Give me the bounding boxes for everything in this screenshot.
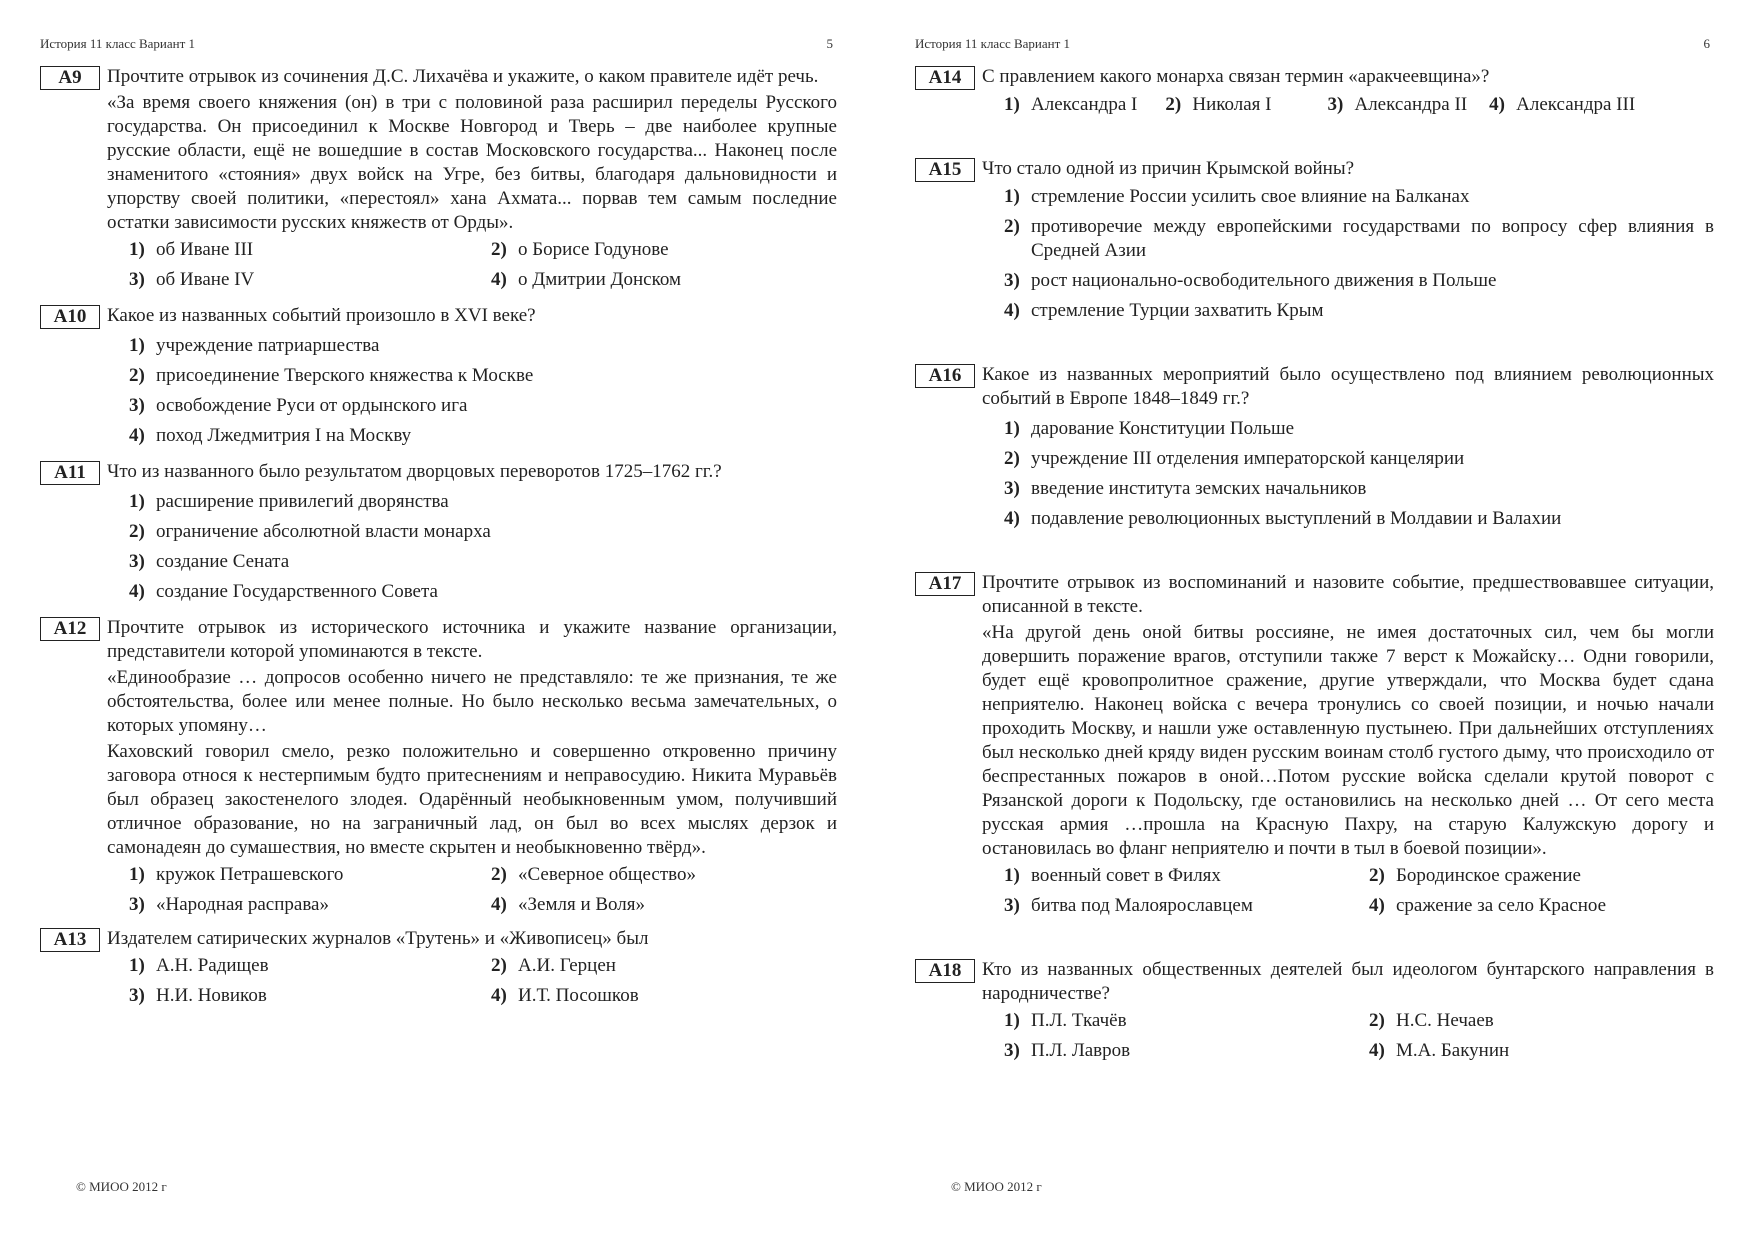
option-text: присоединение Тверского княжества к Москве bbox=[156, 365, 534, 386]
answer-options bbox=[129, 238, 837, 298]
option-number: 3) bbox=[129, 985, 145, 1006]
question-text: Прочтите отрывок из сочинения Д.С. Лихачёва и укажите, о каком правителе идёт речь. bbox=[107, 66, 819, 87]
option-text: Бородинское сражение bbox=[1396, 865, 1581, 886]
question-text: Какое из названных мероприятий было осуществлено под влиянием революционных событий в Европе 1848–1849 гг.? bbox=[982, 364, 1714, 409]
answer-options bbox=[1004, 1009, 1714, 1069]
question-text: Прочтите отрывок из исторического источника и укажите название организации, представители которой упоминаются в тексте. bbox=[107, 617, 837, 662]
answer-option-4[interactable] bbox=[1004, 507, 1714, 537]
option-number: 1) bbox=[129, 955, 145, 976]
question-number: A11 bbox=[40, 461, 100, 485]
header-title: История 11 класс Вариант 1 bbox=[40, 36, 196, 51]
question-number: A18 bbox=[915, 959, 975, 983]
quote-passage: «За время своего княжения (он) в три с половиной раза расширил переделы Русского государства. Он присоединил к Москве Новгород и Тверь – две наиболее крупные русские области, ещё не вошедшие в состав Московского государства... Наконец после знаменитого «стояния» двух войск на Угре, без битвы, благодаря дальновидности и упорству своей политики, «перестоял» хана Ахмата... порвав тем самым последние остатки зависимости русских княжеств от Орды». bbox=[107, 92, 837, 233]
answer-option-4[interactable] bbox=[491, 268, 837, 298]
option-number: 2) bbox=[129, 521, 145, 542]
option-number: 1) bbox=[1004, 865, 1020, 886]
footer-copyright: © МИОО 2012 г bbox=[951, 1179, 1042, 1194]
option-text: П.Л. Лавров bbox=[1031, 1040, 1131, 1061]
option-text: Александра III bbox=[1516, 94, 1636, 115]
option-number: 4) bbox=[129, 581, 145, 602]
answer-option-1[interactable] bbox=[129, 863, 491, 893]
option-number: 1) bbox=[1004, 418, 1020, 439]
option-number: 1) bbox=[129, 491, 145, 512]
option-number: 1) bbox=[129, 335, 145, 356]
option-text: стремление Турции захватить Крым bbox=[1031, 300, 1324, 321]
answer-option-4[interactable] bbox=[129, 424, 837, 454]
option-number: 1) bbox=[129, 864, 145, 885]
option-text: сражение за село Красное bbox=[1396, 895, 1607, 916]
option-text: кружок Петрашевского bbox=[156, 864, 344, 885]
answer-option-1[interactable] bbox=[1004, 1009, 1369, 1039]
option-text: Николая I bbox=[1192, 94, 1272, 115]
option-number: 2) bbox=[491, 239, 507, 260]
answer-option-4[interactable] bbox=[1489, 93, 1635, 123]
option-text: создание Сената bbox=[156, 551, 290, 572]
answer-option-1[interactable] bbox=[129, 490, 837, 520]
answer-option-3[interactable] bbox=[129, 268, 491, 298]
option-text: «Северное общество» bbox=[518, 864, 696, 885]
footer-copyright: © МИОО 2012 г bbox=[76, 1179, 167, 1194]
question-text: Издателем сатирических журналов «Трутень» и «Живописец» был bbox=[107, 928, 649, 949]
answer-option-2[interactable] bbox=[1004, 215, 1714, 263]
option-text: поход Лжедмитрия I на Москву bbox=[156, 425, 412, 446]
option-text: создание Государственного Совета bbox=[156, 581, 438, 602]
option-text: о Борисе Годунове bbox=[518, 239, 669, 260]
question-a14 bbox=[915, 65, 1714, 123]
question-number: A10 bbox=[40, 305, 100, 329]
question-number: A12 bbox=[40, 617, 100, 641]
option-text: противоречие между европейскими государствами по вопросу сфер влияния в Средней Азии bbox=[1031, 216, 1714, 261]
quote-passage: «Единообразие … допросов особенно ничего не представляло: те же признания, те же обстоятельства, более или менее полные. Но было несколько весьма замечательных, о которых упомяну… bbox=[107, 667, 837, 736]
question-a10 bbox=[40, 304, 837, 454]
answer-option-4[interactable] bbox=[1369, 1039, 1714, 1069]
answer-options bbox=[129, 954, 837, 1014]
answer-option-3[interactable] bbox=[129, 394, 837, 424]
question-number: A15 bbox=[915, 158, 975, 182]
answer-option-2[interactable] bbox=[129, 364, 837, 394]
option-number: 4) bbox=[1004, 508, 1020, 529]
answer-option-4[interactable] bbox=[129, 580, 837, 610]
answer-option-1[interactable] bbox=[1004, 93, 1137, 123]
answer-option-1[interactable] bbox=[129, 954, 491, 984]
question-text: Кто из названных общественных деятелей был идеологом бунтарского направления в народничестве? bbox=[982, 959, 1714, 1004]
option-text: рост национально-освободительного движения в Польше bbox=[1031, 270, 1497, 291]
answer-options bbox=[1004, 185, 1714, 329]
page-number: 6 bbox=[1703, 36, 1710, 51]
answer-option-2[interactable] bbox=[491, 238, 837, 268]
answer-option-3[interactable] bbox=[1004, 269, 1714, 299]
answer-option-4[interactable] bbox=[1369, 894, 1714, 924]
option-number: 4) bbox=[129, 425, 145, 446]
question-a15 bbox=[915, 157, 1714, 329]
option-text: П.Л. Ткачёв bbox=[1031, 1010, 1127, 1031]
option-number: 4) bbox=[1369, 895, 1385, 916]
option-number: 1) bbox=[1004, 1010, 1020, 1031]
running-header bbox=[40, 36, 837, 52]
answer-option-3[interactable] bbox=[1327, 93, 1467, 123]
option-number: 1) bbox=[129, 239, 145, 260]
option-number: 2) bbox=[1369, 865, 1385, 886]
option-number: 2) bbox=[1369, 1010, 1385, 1031]
option-number: 1) bbox=[1004, 94, 1020, 115]
option-text: освобождение Руси от ордынского ига bbox=[156, 395, 468, 416]
question-a12 bbox=[40, 616, 837, 923]
answer-option-3[interactable] bbox=[1004, 477, 1714, 507]
option-number: 3) bbox=[129, 551, 145, 572]
option-text: расширение привилегий дворянства bbox=[156, 491, 449, 512]
option-text: «Земля и Воля» bbox=[518, 894, 646, 915]
right-page bbox=[877, 0, 1754, 1239]
question-a9 bbox=[40, 65, 837, 298]
answer-options bbox=[129, 490, 837, 610]
option-text: «Народная расправа» bbox=[156, 894, 329, 915]
option-text: стремление России усилить свое влияние на Балканах bbox=[1031, 186, 1470, 207]
option-number: 3) bbox=[129, 269, 145, 290]
option-text: дарование Конституции Польше bbox=[1031, 418, 1295, 439]
question-a11 bbox=[40, 460, 837, 610]
answer-option-4[interactable] bbox=[1004, 299, 1714, 329]
option-text: введение института земских начальников bbox=[1031, 478, 1367, 499]
answer-option-1[interactable] bbox=[129, 334, 837, 364]
option-text: учреждение III отделения императорской канцелярии bbox=[1031, 448, 1465, 469]
answer-option-4[interactable] bbox=[491, 984, 837, 1014]
option-number: 2) bbox=[129, 365, 145, 386]
answer-options bbox=[1004, 417, 1714, 537]
answer-option-1[interactable] bbox=[1004, 864, 1369, 894]
question-a16 bbox=[915, 363, 1714, 537]
header-title: История 11 класс Вариант 1 bbox=[915, 36, 1071, 51]
question-text: Прочтите отрывок из воспоминаний и назовите событие, предшествовавшее ситуации, описанной в тексте. bbox=[982, 572, 1714, 617]
quote-passage: «На другой день оной битвы россияне, не имея достаточных сил, чем бы могли довершить поражение врагов, отступили также 7 верст к Можайску… Одни говорили, будет ещё кровопролитное сражение, другие утверждали, что Москва будет сдана неприятелю. Наконец войска с вечера тронулись со своей позиции, и ночью начали проходить Москву, и нашли уже оставленную пустынею. При дальнейших отступлениях был несколько дней кряду виден русским воинам столб густого дыму, что происходило от беспрестанных пожаров в оной…Потом русские войска сделали крутой поворот с Рязанской дороги к Подольску, где остановились на несколько дней … От сего места русская армия …прошла на Красную Пахру, на старую Калужскую дорогу и остановилась во фланг неприятелю и почти в тыл в боевой позиции». bbox=[982, 622, 1714, 859]
answer-option-3[interactable] bbox=[129, 984, 491, 1014]
option-number: 4) bbox=[491, 894, 507, 915]
answer-option-4[interactable] bbox=[491, 893, 837, 923]
question-a18 bbox=[915, 958, 1714, 1069]
option-text: Александра I bbox=[1031, 94, 1138, 115]
option-text: Александра II bbox=[1354, 94, 1468, 115]
option-number: 3) bbox=[1004, 478, 1020, 499]
option-text: М.А. Бакунин bbox=[1396, 1040, 1510, 1061]
answer-option-3[interactable] bbox=[1004, 894, 1369, 924]
page-number: 5 bbox=[826, 36, 833, 51]
answer-options bbox=[1004, 93, 1714, 123]
question-text: Какое из названных событий произошло в XVI веке? bbox=[107, 305, 536, 326]
option-number: 4) bbox=[1489, 94, 1505, 115]
option-text: А.И. Герцен bbox=[518, 955, 616, 976]
option-text: ограничение абсолютной власти монарха bbox=[156, 521, 491, 542]
quote-passage: Каховский говорил смело, резко положительно и совершенно откровенно причину заговора относя к нестерпимым будто притеснениям и неправосудию. Никита Муравьёв был образец закостенелого злодея. Одарённый необыкновенным умом, получивший отличное образование, но на заграничный лад, он был во всех мыслях дерзок и самонадеян до сумашествия, но вместе скрытен и необыкновенно твёрд». bbox=[107, 741, 837, 858]
option-number: 2) bbox=[491, 955, 507, 976]
option-number: 3) bbox=[129, 395, 145, 416]
question-text: С правлением какого монарха связан термин «аракчеевщина»? bbox=[982, 66, 1490, 87]
question-text: Что из названного было результатом дворцовых переворотов 1725–1762 гг.? bbox=[107, 461, 722, 482]
option-number: 1) bbox=[1004, 186, 1020, 207]
option-number: 3) bbox=[1004, 270, 1020, 291]
option-number: 3) bbox=[1004, 1040, 1020, 1061]
option-text: военный совет в Филях bbox=[1031, 865, 1221, 886]
answer-option-3[interactable] bbox=[129, 550, 837, 580]
answer-options bbox=[129, 334, 837, 454]
option-text: А.Н. Радищев bbox=[156, 955, 269, 976]
answer-option-2[interactable] bbox=[129, 520, 837, 550]
question-number: A14 bbox=[915, 66, 975, 90]
answer-option-2[interactable] bbox=[491, 863, 837, 893]
answer-option-2[interactable] bbox=[1369, 864, 1714, 894]
option-text: И.Т. Посошков bbox=[518, 985, 639, 1006]
option-text: битва под Малоярославцем bbox=[1031, 895, 1253, 916]
answer-option-2[interactable] bbox=[1004, 447, 1714, 477]
option-number: 2) bbox=[1004, 216, 1020, 237]
question-a13 bbox=[40, 927, 837, 1014]
answer-option-3[interactable] bbox=[1004, 1039, 1369, 1069]
option-number: 3) bbox=[129, 894, 145, 915]
question-number: A9 bbox=[40, 66, 100, 90]
option-text: учреждение патриаршества bbox=[156, 335, 380, 356]
answer-option-1[interactable] bbox=[1004, 417, 1714, 447]
question-a17 bbox=[915, 571, 1714, 924]
question-number: A17 bbox=[915, 572, 975, 596]
answer-option-2[interactable] bbox=[1369, 1009, 1714, 1039]
option-text: подавление революционных выступлений в Молдавии и Валахии bbox=[1031, 508, 1562, 529]
option-number: 2) bbox=[1004, 448, 1020, 469]
question-number: A13 bbox=[40, 928, 100, 952]
option-number: 3) bbox=[1327, 94, 1344, 115]
option-text: о Дмитрии Донском bbox=[518, 269, 682, 290]
option-number: 4) bbox=[491, 985, 507, 1006]
option-text: об Иване III bbox=[156, 239, 254, 260]
option-number: 3) bbox=[1004, 895, 1020, 916]
option-text: об Иване IV bbox=[156, 269, 255, 290]
option-number: 2) bbox=[491, 864, 507, 885]
option-text: Н.С. Нечаев bbox=[1396, 1010, 1494, 1031]
answer-options bbox=[129, 863, 837, 923]
answer-option-2[interactable] bbox=[1165, 93, 1271, 123]
answer-options bbox=[1004, 864, 1714, 924]
answer-option-1[interactable] bbox=[1004, 185, 1714, 215]
option-text: Н.И. Новиков bbox=[156, 985, 267, 1006]
option-number: 2) bbox=[1165, 94, 1182, 115]
answer-option-2[interactable] bbox=[491, 954, 837, 984]
running-header bbox=[915, 36, 1714, 52]
option-number: 4) bbox=[1369, 1040, 1385, 1061]
answer-option-1[interactable] bbox=[129, 238, 491, 268]
question-number: A16 bbox=[915, 364, 975, 388]
option-number: 4) bbox=[491, 269, 507, 290]
question-text: Что стало одной из причин Крымской войны? bbox=[982, 158, 1355, 179]
answer-option-3[interactable] bbox=[129, 893, 491, 923]
option-number: 4) bbox=[1004, 300, 1020, 321]
